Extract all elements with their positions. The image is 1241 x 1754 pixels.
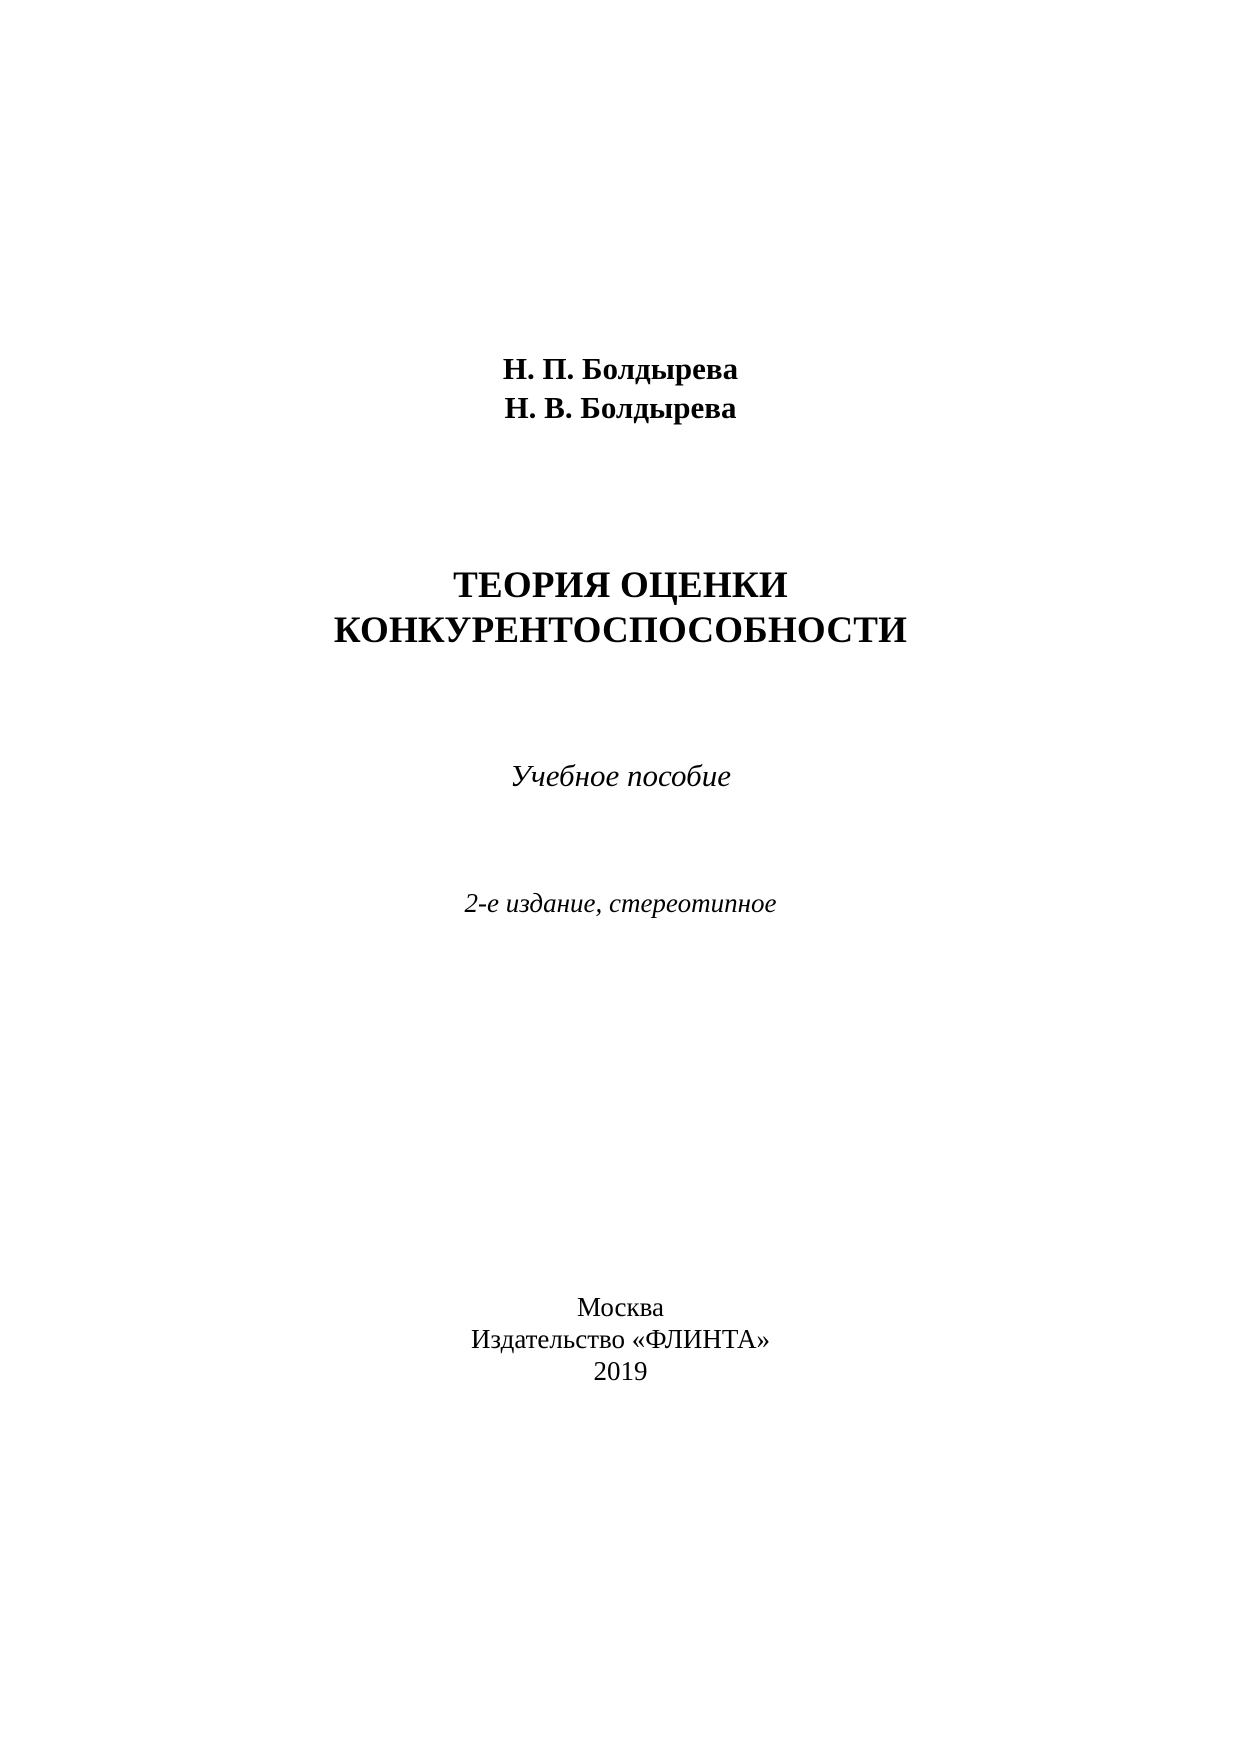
book-title-line-1: ТЕОРИЯ ОЦЕНКИ: [453, 565, 788, 606]
edition-note: 2-е издание, стереотипное: [464, 888, 777, 918]
book-title-line-2: КОНКУРЕНТОСПОСОБНОСТИ: [333, 610, 908, 651]
book-subtitle: Учебное пособие: [510, 758, 731, 793]
imprint-city: Москва: [577, 1292, 664, 1322]
author-1: Н. П. Болдырева: [502, 351, 739, 386]
author-2: Н. В. Болдырева: [504, 390, 737, 425]
imprint-publisher: Издательство «ФЛИНТА»: [470, 1324, 771, 1354]
imprint-year: 2019: [593, 1356, 648, 1386]
